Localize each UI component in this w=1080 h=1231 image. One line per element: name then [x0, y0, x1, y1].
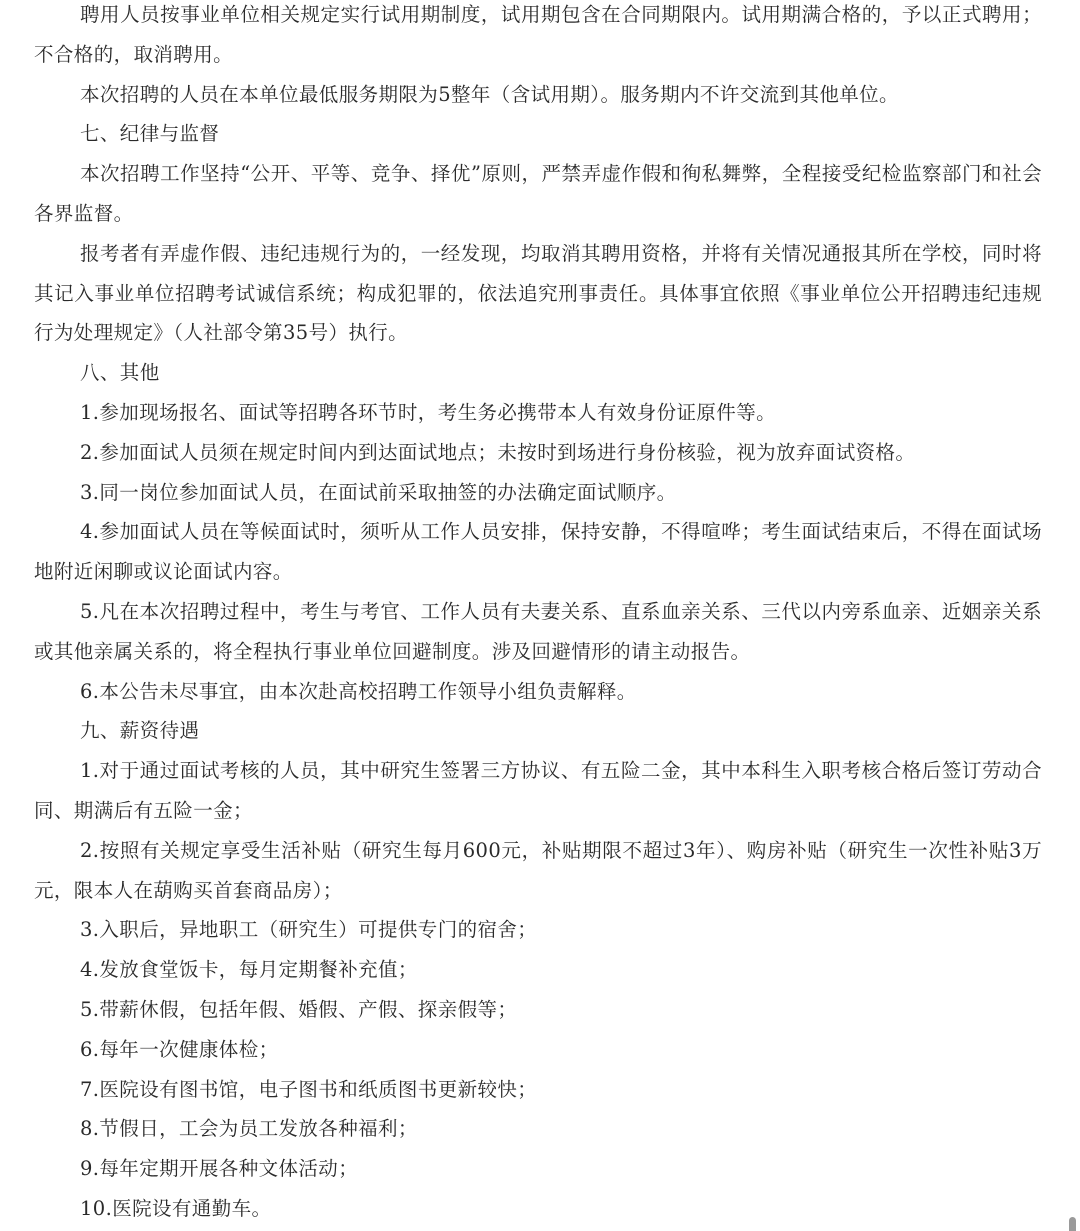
salary-item-6: 6.每年一次健康体检； [80, 1037, 279, 1061]
salary-item-3: 3.入职后，异地职工（研究生）可提供专门的宿舍； [80, 918, 538, 942]
other-item-4: 4.参加面试人员在等候面试时，须听从工作人员安排，保持安静，不得喧哗；考生面试结束后，不得在面试场地附近闲聊或议论面试内容。 [34, 520, 1042, 584]
salary-item-1: 1.对于通过面试考核的人员，其中研究生签署三方协议、有五险二金，其中本科生入职考核合格后签订劳动合同、期满后有五险一金； [34, 759, 1042, 822]
other-item-2: 2.参加面试人员须在规定时间内到达面试地点；未按时到场进行身份核验，视为放弃面试资格。 [80, 440, 916, 464]
salary-item-2: 2.按照有关规定享受生活补贴（研究生每月600元，补贴期限不超过3年）、购房补贴（研究生一次性补贴3万元，限本人在葫购买首套商品房）； [34, 838, 1042, 902]
other-item-5: 5.凡在本次招聘过程中，考生与考官、工作人员有夫妻关系、直系血亲关系、三代以内旁系血亲、近姻亲关系或其他亲属关系的，将全程执行事业单位回避制度。涉及回避情形的请主动报告。 [34, 599, 1042, 663]
section-heading-salary: 九、薪资待遇 [80, 719, 200, 743]
salary-item-7: 7.医院设有图书馆，电子图书和纸质图书更新较快； [80, 1077, 538, 1101]
other-item-6: 6.本公告未尽事宜，由本次赴高校招聘工作领导小组负责解释。 [80, 679, 637, 703]
other-item-1: 1.参加现场报名、面试等招聘各环节时，考生务必携带本人有效身份证原件等。 [80, 400, 777, 424]
salary-item-8: 8.节假日，工会为员工发放各种福利； [80, 1117, 418, 1141]
salary-item-10: 10.医院设有通勤车。 [80, 1196, 272, 1220]
salary-item-9: 9.每年定期开展各种文体活动； [80, 1157, 359, 1181]
other-item-3: 3.同一岗位参加面试人员，在面试前采取抽签的办法确定面试顺序。 [80, 480, 677, 504]
discipline-paragraph: 本次招聘工作坚持“公开、平等、竞争、择优”原则，严禁弄虚作假和徇私舞弊，全程接受纪检监察部门和社会各界监督。 [34, 162, 1042, 225]
violation-paragraph: 报考者有弄虚作假、违纪违规行为的，一经发现，均取消其聘用资格，并将有关情况通报其所在学校，同时将其记入事业单位招聘考试诚信系统；构成犯罪的，依法追究刑事责任。具体事宜依照《事业单位公开招聘违纪违规行为处理规定》（人社部令第35号）执行。 [34, 241, 1042, 345]
salary-item-4: 4.发放食堂饭卡，每月定期餐补充值； [80, 958, 418, 982]
scrollbar-thumb[interactable] [1069, 1217, 1076, 1231]
section-heading-discipline: 七、纪律与监督 [80, 122, 220, 146]
salary-item-5: 5.带薪休假，包括年假、婚假、产假、探亲假等； [80, 997, 518, 1021]
probation-paragraph: 聘用人员按事业单位相关规定实行试用期制度，试用期包含在合同期限内。试用期满合格的，予以正式聘用；不合格的，取消聘用。 [34, 3, 1042, 66]
section-heading-other: 八、其他 [80, 361, 160, 385]
service-term-paragraph: 本次招聘的人员在本单位最低服务期限为5整年（含试用期）。服务期内不许交流到其他单位。 [80, 82, 899, 106]
